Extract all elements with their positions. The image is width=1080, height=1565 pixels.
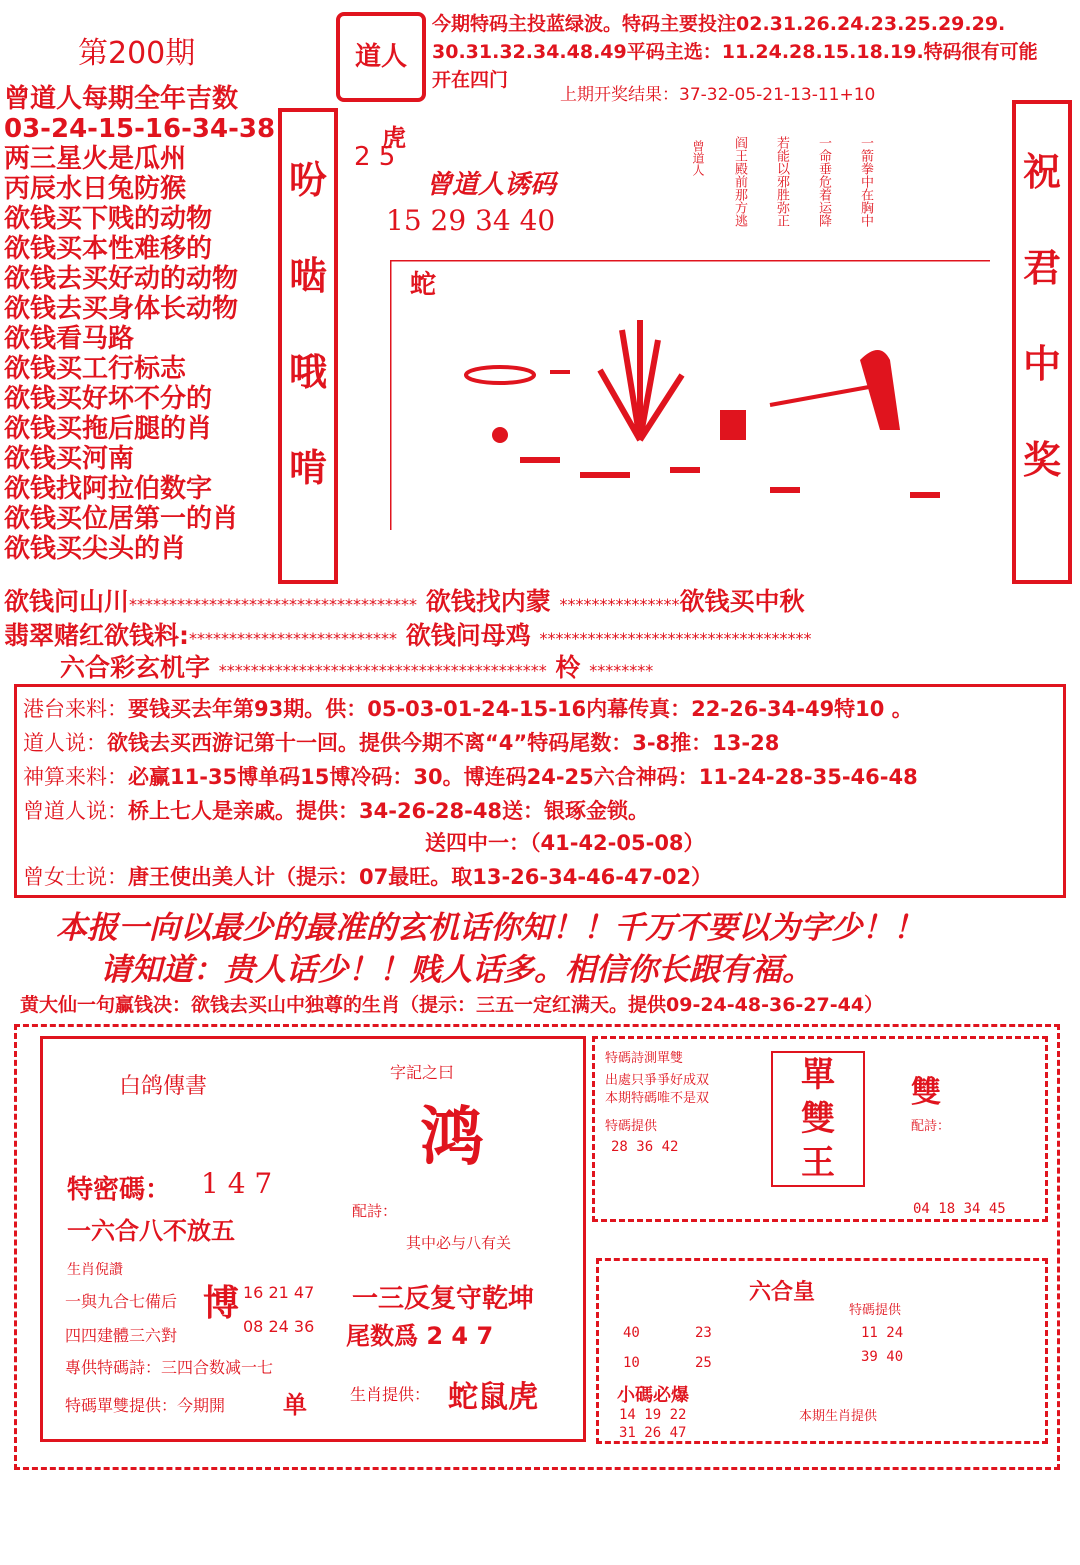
tip-line <box>23 693 913 723</box>
panel-single-double <box>592 1036 1048 1222</box>
riddle-line: 欲钱买河南 <box>4 444 135 474</box>
tip-source: 道人说： <box>23 731 107 755</box>
panel-line: 一六合八不放五 <box>67 1217 235 1245</box>
riddle-line: 欲钱买尖头的肖 <box>4 534 187 564</box>
panel-nums: 04 18 34 45 <box>913 1201 1006 1217</box>
right-scroll <box>1012 100 1072 584</box>
panel-line: 本期特碼唯不是双 <box>605 1091 710 1106</box>
tip-text: 欲钱去买西游记第十一回。提供今期不离“4”特码尾数：3-8推：13-28 <box>107 731 780 755</box>
panel-nums: 31 26 47 <box>619 1425 687 1441</box>
panel-nums: 08 24 36 <box>243 1317 315 1336</box>
grid-num: 11 24 <box>861 1325 904 1341</box>
king-char: 單 <box>801 1055 835 1095</box>
riddle-line: 欲钱买好坏不分的 <box>4 384 213 414</box>
tip-text: 桥上七人是亲戚。提供：34-26-28-48送：银琢金锁。 <box>128 799 650 823</box>
tip-line <box>23 761 918 791</box>
picture-panel <box>330 100 1012 576</box>
seal-logo: 道人 <box>336 12 426 102</box>
star-separator: ***************************************** <box>218 661 547 680</box>
top-line: 30.31.32.34.48.49平码主选：11.24.28.15.18.19.特码很有可能 <box>432 41 1038 63</box>
riddle-text: 欲钱买中秋 <box>679 587 805 616</box>
poem-line: 阎王殿前那方逃 <box>732 136 747 227</box>
poem-line: 若能以邪胜弥正 <box>774 136 789 227</box>
panel-label: 特碼提供 <box>849 1303 902 1318</box>
tiger-label: 虎 <box>382 124 406 152</box>
snake-label: 蛇 <box>410 270 437 300</box>
panel-line: 出處只爭爭好成双 <box>605 1073 710 1088</box>
scroll-char: 啃 <box>288 446 327 490</box>
panel-b-hint: 其中必与八有关 <box>406 1234 512 1252</box>
tip-text: 要钱买去年第93期。供：05-03-01-24-15-16内幕传真：22-26-34-49特10 。 <box>128 697 913 721</box>
tip-line <box>23 795 649 825</box>
special-code-label: 特密碼： <box>67 1175 172 1205</box>
riddle-line: 曾道人每期全年吉数 <box>4 84 239 114</box>
tips-box <box>14 684 1066 898</box>
riddle-text: 欲钱问山川 <box>4 587 130 616</box>
panel-label: 本期生肖提供 <box>799 1409 878 1424</box>
star-separator: ************************** <box>189 629 397 648</box>
top-line: 开在四门 <box>432 69 509 91</box>
panel-label: 生肖倪讚 <box>67 1262 123 1278</box>
star-separator: *************** <box>559 595 680 614</box>
panel-nums: 28 36 42 <box>611 1139 679 1155</box>
poem-line: 一命垂危着运降 <box>816 136 831 227</box>
panel-title: 特碼詩測單雙 <box>605 1051 684 1066</box>
last-result: 上期开奖结果：37-32-05-21-13-11+10 <box>560 85 876 105</box>
tip-line <box>425 827 705 857</box>
picture-numbers: 15 29 34 40 <box>386 204 556 237</box>
grid-num: 40 <box>623 1325 640 1341</box>
panel-b-big-char: 鸿 <box>420 1100 484 1175</box>
panel-line: 專供特碼詩：三四合数减一七 <box>65 1358 274 1377</box>
special-code-nums: 1 4 7 <box>201 1167 273 1200</box>
slogan-line: 请知道：贵人话少！！贱人话多。相信你长跟有福。 <box>100 952 813 988</box>
bo-char: 博 <box>203 1283 240 1324</box>
tip-text: 送四中一：（41-42-05-08） <box>425 831 705 855</box>
grid-num: 39 40 <box>861 1349 904 1365</box>
riddle-text: 翡翠赌红欲钱料: <box>4 621 189 650</box>
left-scroll <box>278 108 338 584</box>
panel-line: 特碼單雙提供：今期開 <box>65 1396 226 1415</box>
star-separator: ******** <box>589 661 654 680</box>
king-char: 王 <box>801 1143 835 1183</box>
panel-b-poem: 一三反复守乾坤 <box>352 1284 535 1314</box>
scroll-char: 祝 <box>1022 150 1061 194</box>
panel-label: 特碼提供 <box>605 1119 658 1134</box>
panel-b-head: 字記之曰 <box>390 1063 455 1082</box>
panel-label: 配詩： <box>911 1119 951 1134</box>
riddle-line: 欲钱买工行标志 <box>4 354 187 384</box>
panel-b-sx: 蛇鼠虎 <box>448 1380 538 1415</box>
scroll-char: 啮 <box>288 254 327 298</box>
poem-line: 一箭拳中在胸中 <box>858 136 873 227</box>
star-separator: ********************************** <box>539 629 812 648</box>
riddle-star-line <box>4 616 811 652</box>
king-char: 雙 <box>801 1099 835 1139</box>
tiger-number: 2 5 <box>354 142 396 172</box>
left-riddle-column <box>4 84 284 564</box>
king-box <box>771 1051 865 1187</box>
riddle-text: 欲钱问母鸡 <box>405 621 531 650</box>
worker-illustration <box>390 260 990 560</box>
panel-value: 单 <box>283 1391 307 1419</box>
top-line: 今期特码主投蓝绿波。特码主要投注02.31.26.24.23.25.29.29. <box>432 13 1006 35</box>
riddle-text: 欲钱找内蒙 <box>425 587 551 616</box>
grid-num: 23 <box>695 1325 712 1341</box>
riddle-star-line <box>4 582 804 618</box>
panel-nums: 14 19 22 <box>619 1407 687 1423</box>
scroll-char: 君 <box>1022 246 1061 290</box>
panel-line: 小碼必爆 <box>617 1385 689 1406</box>
tip-text: 必赢11-35博单码15博冷码：30。博连码24-25六合神码：11-24-28-35-46-48 <box>128 765 918 789</box>
issue-number: 第200期 <box>78 36 196 71</box>
tip-source: 曾女士说： <box>23 865 128 889</box>
riddle-line: 丙辰水日兔防猴 <box>4 174 187 204</box>
tip-line <box>23 727 779 757</box>
shuang-char: 雙 <box>911 1075 941 1110</box>
riddle-star-line <box>60 648 653 684</box>
panel-nums: 16 21 47 <box>243 1283 315 1302</box>
tip-line <box>23 861 712 891</box>
riddle-line: 两三星火是瓜州 <box>4 144 187 174</box>
panel-line: 一與九合七備后 <box>65 1292 178 1311</box>
panel-b-sx-label: 生肖提供： <box>350 1385 431 1404</box>
huang-daxian-line: 黄大仙一句赢钱决：欲钱去买山中独尊的生肖（提示：三五一定红满天。提供09-24-48-36-27-44） <box>20 994 884 1016</box>
riddle-line: 欲钱买拖后腿的肖 <box>4 414 213 444</box>
panel-b-match: 配詩： <box>352 1202 398 1220</box>
panel-title: 六合皇 <box>749 1280 816 1305</box>
riddle-line: 欲钱买本性难移的 <box>4 234 213 264</box>
grid-num: 25 <box>695 1355 712 1371</box>
panel-liuhe-king <box>596 1258 1048 1444</box>
star-separator: ************************************ <box>129 595 418 614</box>
riddle-line: 欲钱看马路 <box>4 324 135 354</box>
slogan-line: 本报一向以最少的最准的玄机话你知！！千万不要以为字少！！ <box>56 910 924 946</box>
scroll-char: 中 <box>1022 342 1061 386</box>
riddle-line: 欲钱找阿拉伯数字 <box>4 474 213 504</box>
riddle-line: 欲钱去买身体长动物 <box>4 294 239 324</box>
riddle-line: 欲钱买位居第一的肖 <box>4 504 239 534</box>
riddle-line: 欲钱去买好动的动物 <box>4 264 239 294</box>
picture-title: 曾道人诱码 <box>426 170 557 200</box>
scroll-char: 哦 <box>288 350 327 394</box>
poem-line: 曾道人 <box>691 140 705 176</box>
panel-line: 四四建體三六對 <box>65 1326 178 1345</box>
scroll-char: 吩 <box>288 158 327 202</box>
riddle-line: 03-24-15-16-34-38 <box>4 114 276 144</box>
riddle-line: 欲钱买下贱的动物 <box>4 204 213 234</box>
panel-title: 白鸽傳書 <box>119 1074 208 1099</box>
tip-source: 港台来料： <box>23 697 128 721</box>
tip-source: 曾道人说： <box>23 799 128 823</box>
grid-num: 10 <box>623 1355 640 1371</box>
riddle-text: 六合彩玄机字 <box>60 653 211 682</box>
scroll-char: 奖 <box>1022 438 1061 482</box>
tip-text: 唐王使出美人计（提示：07最旺。取13-26-34-46-47-02） <box>128 865 713 889</box>
tip-source: 神算来料： <box>23 765 128 789</box>
panel-b-tail: 尾数爲 2 4 7 <box>346 1322 494 1350</box>
riddle-text: 柃 <box>555 653 581 682</box>
